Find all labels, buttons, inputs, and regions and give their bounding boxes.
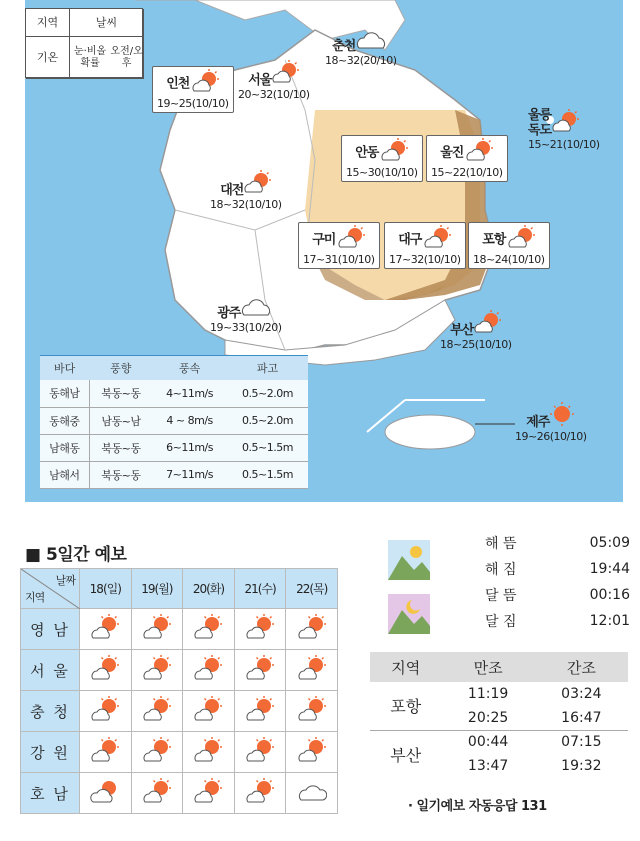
city-andong (341, 135, 423, 182)
city-temp: 19~26(10/10) (515, 430, 587, 443)
sunrise-mountain-icon (388, 540, 430, 584)
table-row (21, 773, 338, 814)
sun-cloud-icon (286, 609, 338, 650)
wind-dir-header: 풍향 (89, 356, 152, 380)
city-gwangju (210, 295, 282, 334)
moonrise-row (485, 582, 630, 608)
legend-region: 지역 (26, 9, 70, 37)
city-name: 춘천 (332, 39, 356, 54)
city-temp: 17~31(10/10) (303, 253, 375, 266)
sun-cloud-icon (183, 691, 235, 732)
city-ulleung (528, 108, 600, 151)
sun-cloud-icon (234, 691, 286, 732)
map-legend (25, 8, 143, 78)
moonrise-label: 달 뜸 (485, 588, 517, 604)
legend-temp: 기온 (26, 37, 70, 79)
sun-cloud-icon (183, 773, 235, 814)
high-tide-time: 00:44 (467, 734, 509, 751)
sun-cloud-icon (286, 691, 338, 732)
cloud-icon (286, 773, 338, 814)
sea-cell: 0.5~1.5m (227, 461, 308, 488)
sunset-time: 19:44 (589, 561, 630, 577)
forecast-title: ■ 5일간 예보 (25, 545, 127, 565)
city-name: 제주 (526, 415, 550, 430)
table-row (40, 434, 308, 461)
sea-cell: 4~11m/s (152, 380, 227, 407)
city-temp: 15~22(10/10) (431, 166, 503, 179)
low-tide-time: 07:15 (561, 734, 602, 751)
region-label: 호 남 (21, 773, 80, 814)
city-temp: 19~33(10/20) (210, 321, 282, 334)
sun-cloud-icon (234, 773, 286, 814)
city-temp: 19~25(10/10) (157, 97, 229, 110)
sun-cloud-icon (183, 732, 235, 773)
tide-region: 부산 (390, 745, 422, 765)
sea-cell: 4 ~ 8m/s (152, 407, 227, 434)
city-incheon (152, 66, 234, 113)
table-row (21, 691, 338, 732)
high-tide-time: 13:47 (467, 758, 509, 774)
tide-table (370, 652, 628, 778)
city-name: 구미 (312, 232, 336, 248)
sun-cloud-icon (234, 732, 286, 773)
city-name: 부산 (450, 323, 474, 338)
moonset-row (485, 608, 630, 634)
sea-cell: 6~11m/s (152, 434, 227, 461)
tide-region: 포항 (370, 682, 441, 730)
city-name: 광주 (217, 306, 241, 321)
low-tide-time: 03:24 (561, 686, 602, 702)
sea-cell: 남동~남 (89, 407, 152, 434)
city-gumi (298, 222, 380, 269)
legend-weather: 날씨 (70, 9, 144, 37)
high-tide-header: 만조 (441, 652, 534, 682)
table-row (40, 461, 308, 488)
city-busan (440, 310, 512, 351)
region-label: 서 울 (21, 650, 80, 691)
sunset-row (485, 556, 630, 582)
sun-cloud-icon (337, 225, 365, 253)
sun-cloud-icon (131, 650, 183, 691)
sun-cloud-icon (80, 650, 132, 691)
region-label: 영 남 (21, 609, 80, 650)
city-temp: 18~32(20/10) (325, 54, 397, 67)
sun-cloud-icon (465, 138, 493, 166)
city-jeju (515, 402, 587, 443)
city-name: 안동 (355, 145, 379, 161)
sun-cloud-icon (80, 691, 132, 732)
cloud-icon (240, 302, 274, 321)
day-header: 20(화) (183, 569, 235, 609)
city-name: 울릉 (528, 108, 552, 123)
sun-cloud-icon (423, 225, 451, 253)
moonset-time: 12:01 (589, 613, 630, 629)
sun-cloud-icon (243, 179, 271, 198)
city-name: 대구 (398, 232, 422, 248)
sea-cell: 북동~동 (89, 380, 152, 407)
region-label: 강 원 (21, 732, 80, 773)
sun-icon (549, 411, 575, 430)
table-row (21, 609, 338, 650)
city-uljin (426, 135, 508, 182)
city-daejeon (210, 170, 282, 211)
sun-cloud-icon (131, 691, 183, 732)
sunset-label: 해 짐 (485, 562, 517, 578)
table-row (370, 730, 628, 754)
table-row (370, 682, 628, 706)
city-temp: 18~24(10/10) (473, 253, 545, 266)
sea-cell: 동해남 (40, 380, 89, 407)
sun-moon-panel (370, 530, 630, 634)
sun-cloud-icon (286, 732, 338, 773)
city-temp: 15~21(10/10) (528, 138, 600, 151)
forecast-corner (21, 569, 80, 609)
sea-header: 바다 (40, 356, 89, 380)
sun-cloud-icon (234, 609, 286, 650)
forecast-table (20, 568, 338, 814)
city-name: 서울 (248, 73, 272, 88)
sea-cell: 동해중 (40, 407, 89, 434)
sea-cell: 0.5~2.0m (227, 380, 308, 407)
high-tide-time: 20:25 (441, 706, 534, 730)
sun-cloud-icon (271, 69, 299, 88)
city-name: 대전 (220, 183, 244, 198)
wind-speed-header: 풍속 (152, 356, 227, 380)
sun-cloud-icon (131, 609, 183, 650)
city-daegu (384, 222, 466, 269)
sea-cell: 0.5~1.5m (227, 434, 308, 461)
city-temp: 17~32(10/10) (389, 253, 461, 266)
sea-cell: 0.5~2.0m (227, 407, 308, 434)
sun-cloud-icon (183, 609, 235, 650)
corner-date-label: 날짜 (55, 574, 75, 587)
sun-cloud-icon (191, 69, 219, 97)
cloud-icon (355, 35, 389, 54)
city-temp: 18~32(10/10) (210, 198, 282, 211)
day-header: 19(월) (131, 569, 183, 609)
wave-header: 파고 (227, 356, 308, 380)
low-tide-time: 19:32 (561, 758, 602, 774)
low-tide-header: 간조 (535, 652, 628, 682)
city-temp: 15~30(10/10) (346, 166, 418, 179)
city-name: 울진 (440, 145, 464, 161)
sunrise-row (485, 530, 630, 556)
sea-cell: 남해서 (40, 461, 89, 488)
city-seoul (238, 60, 310, 101)
sun-cloud-icon (473, 319, 501, 338)
sun-cloud-icon (131, 732, 183, 773)
day-header: 18(일) (80, 569, 132, 609)
sun-cloud-icon (131, 773, 183, 814)
region-label: 충 청 (21, 691, 80, 732)
day-header: 21(수) (234, 569, 286, 609)
moon-mountain-icon (388, 594, 430, 638)
table-row (21, 650, 338, 691)
sun-cloud-icon (234, 650, 286, 691)
sunrise-label: 해 뜸 (485, 536, 517, 552)
sun-cloud-icon (507, 225, 535, 253)
sun-cloud-icon (380, 138, 408, 166)
sun-cloud-icon (551, 109, 579, 137)
sun-cloud-icon (80, 732, 132, 773)
day-header: 22(목) (286, 569, 338, 609)
city-pohang (468, 222, 550, 269)
sunrise-time: 05:09 (589, 535, 630, 551)
table-row (40, 380, 308, 407)
sun-cloud-icon (286, 650, 338, 691)
city-name-2: 독도 (528, 123, 552, 138)
sea-cell: 남해동 (40, 434, 89, 461)
auto-response-info: · 일기예보 자동응답 131 (408, 799, 547, 814)
cloud-sun-icon (80, 773, 132, 814)
sea-conditions-table (40, 355, 308, 489)
city-chuncheon (325, 28, 397, 67)
sun-cloud-icon (183, 650, 235, 691)
low-tide-time: 16:47 (535, 706, 628, 730)
sun-cloud-icon (80, 609, 132, 650)
sea-cell: 북동~동 (89, 434, 152, 461)
city-name: 인천 (166, 76, 190, 92)
sea-cell: 7~11m/s (152, 461, 227, 488)
corner-region-label: 지역 (25, 591, 45, 604)
moonset-label: 달 짐 (485, 614, 517, 630)
tide-region-header: 지역 (370, 652, 441, 682)
legend-precip: 눈·비올확률 오전/오후 (70, 37, 144, 79)
table-row (21, 732, 338, 773)
moonrise-time: 00:16 (589, 587, 630, 603)
table-row (40, 407, 308, 434)
city-name: 포항 (482, 232, 506, 248)
sea-cell: 북동~동 (89, 461, 152, 488)
city-temp: 20~32(10/10) (238, 88, 310, 101)
city-temp: 18~25(10/10) (440, 338, 512, 351)
high-tide-time: 11:19 (467, 686, 509, 702)
